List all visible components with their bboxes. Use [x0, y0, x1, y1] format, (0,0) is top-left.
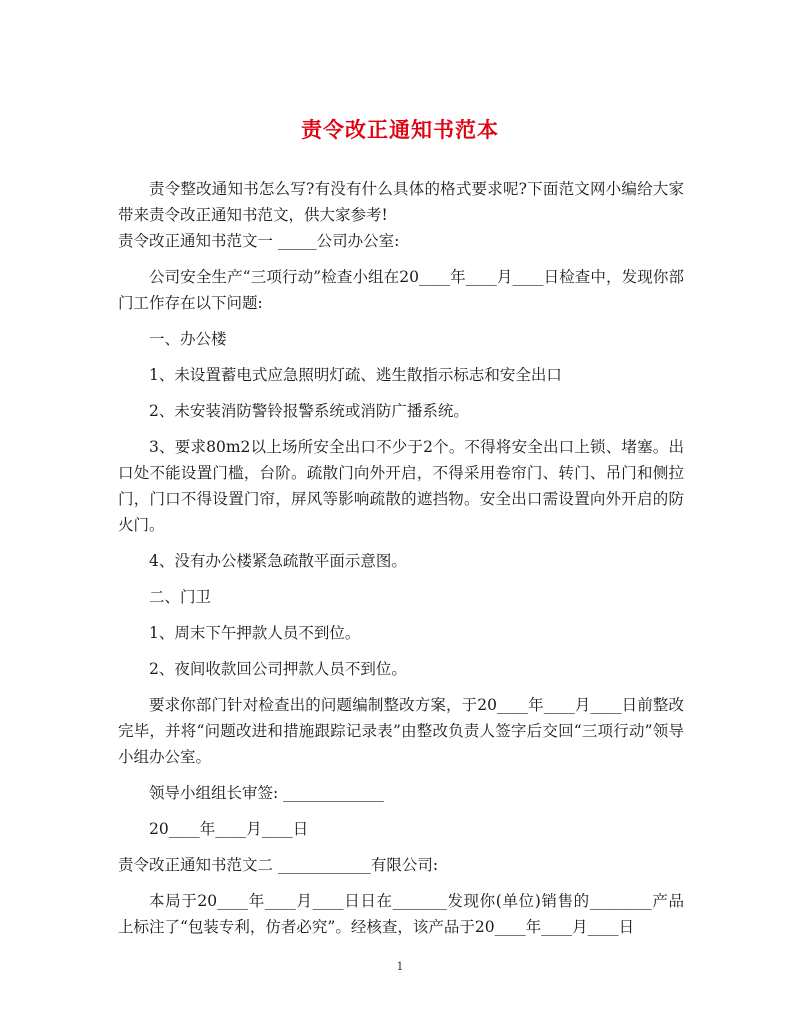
document-title: 责令改正通知书范本 — [301, 117, 499, 142]
paragraph: 1、未设置蓄电式应急照明灯疏、逃生散指示标志和安全出口 — [149, 366, 562, 384]
paragraph: 责令改正通知书范文二 ____________有限公司: — [118, 856, 439, 874]
paragraph: 1、周末下午押款人员不到位。 — [149, 624, 361, 642]
paragraph: 2、未安装消防警铃报警系统或消防广播系统。 — [149, 402, 469, 420]
paragraph: 领导小组组长审签: _____________ — [149, 784, 384, 802]
paragraph: 4、没有办公楼紧急疏散平面示意图。 — [149, 552, 407, 570]
paragraph: 2、夜间收款回公司押款人员不到位。 — [149, 660, 407, 678]
page-number: 1 — [396, 960, 404, 973]
paragraph: 要求你部门针对检查出的问题编制整改方案，于20____年____月____日前整改完毕，并将“问题改进和措施跟踪记录表”由整改负责人签字后交回“三项行动”领导小组办公室。 — [118, 696, 684, 766]
paragraph: 公司安全生产“三项行动”检查小组在20____年____月____日检查中，发现你部门工作存在以下问题: — [118, 268, 684, 312]
paragraph: 一、办公楼 — [149, 330, 227, 348]
document-body — [118, 176, 684, 950]
paragraph: 二、门卫 — [149, 588, 212, 606]
paragraph: 3、要求80m2以上场所安全出口不少于2个。不得将安全出口上锁、堵塞。出口处不能设置门槛，台阶。疏散门向外开启，不得采用卷帘门、转门、吊门和侧拉门，门口不得设置门帘，屏风等影响疏散的遮挡物。安全出口需设置向外开启的防火门。 — [118, 438, 684, 534]
paragraph: 责令整改通知书怎么写?有没有什么具体的格式要求呢?下面范文网小编给大家带来责令改正通知书范文，供大家参考! — [118, 180, 684, 224]
paragraph: 责令改正通知书范文一 _____公司办公室: — [118, 232, 400, 250]
paragraph: 20____年____月____日 — [149, 820, 309, 838]
paragraph: 本局于20____年____月____日日在_______发现你(单位)销售的________产品上标注了“包装专利，仿者必究”。经核查，该产品于20____年____月____日 — [118, 892, 684, 936]
